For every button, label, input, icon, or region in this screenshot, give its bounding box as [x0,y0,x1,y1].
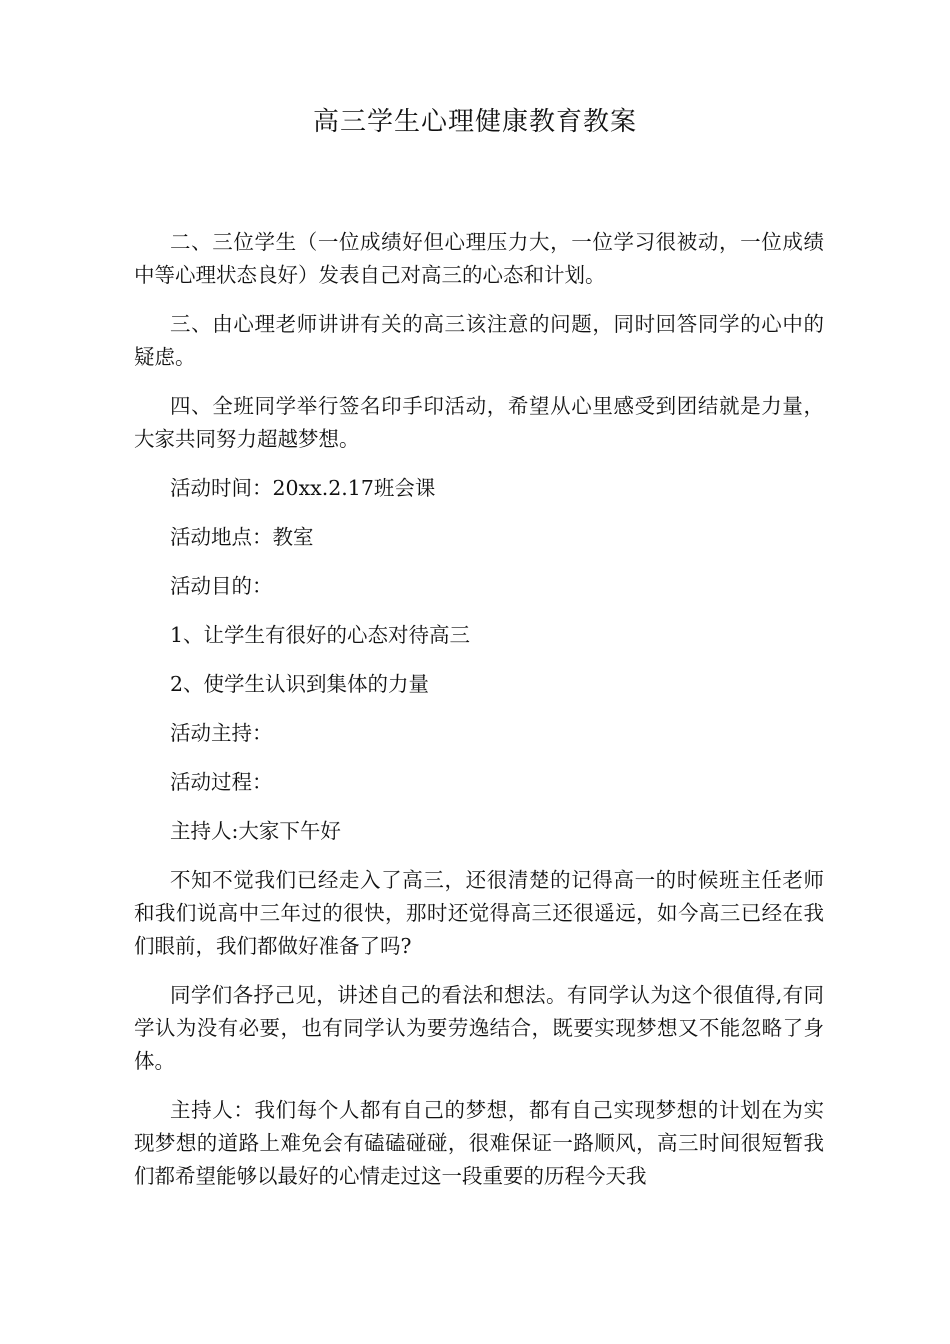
paragraph-teacher-talk: 三、由心理老师讲讲有关的高三该注意的问题，同时回答同学的心中的疑虑。 [134,312,824,369]
paragraph-signature-activity: 四、全班同学举行签名印手印活动，希望从心里感受到团结就是力量，大家共同努力超越梦想。 [134,394,824,451]
activity-time: 活动时间：20xx.2.17班会课 [170,476,436,500]
activity-goal-1: 1、让学生有很好的心态对待高三 [170,623,471,647]
paragraph-student-opinions: 同学们各抒己见，讲述自己的看法和想法。有同学认为这个很值得,有同学认为没有必要，也有同学认为要劳逸结合，既要实现梦想又不能忽略了身体。 [134,983,824,1073]
paragraph-host-dreams: 主持人：我们每个人都有自己的梦想，都有自己实现梦想的计划在为实现梦想的道路上难免会有磕磕碰碰，很难保证一路顺风，高三时间很短暂我们都希望能够以最好的心情走过这一段重要的历程今天我 [134,1098,824,1188]
activity-goal-2: 2、使学生认识到集体的力量 [170,672,430,696]
paragraph-students-share: 二、三位学生（一位成绩好但心理压力大，一位学习很被动，一位成绩中等心理状态良好）发表自己对高三的心态和计划。 [134,230,824,287]
activity-process-heading: 活动过程： [170,770,273,794]
activity-host-heading: 活动主持： [170,721,273,745]
document-body [134,226,824,1209]
activity-location: 活动地点：教室 [170,525,314,549]
document-title: 高三学生心理健康教育教案 [312,107,637,137]
host-greeting: 主持人:大家下午好 [170,819,341,843]
paragraph-senior-year: 不知不觉我们已经走入了高三，还很清楚的记得高一的时候班主任老师和我们说高中三年过的很快，那时还觉得高三还很遥远，如今高三已经在我们眼前，我们都做好准备了吗? [134,868,824,958]
activity-goal-heading: 活动目的： [170,574,273,598]
